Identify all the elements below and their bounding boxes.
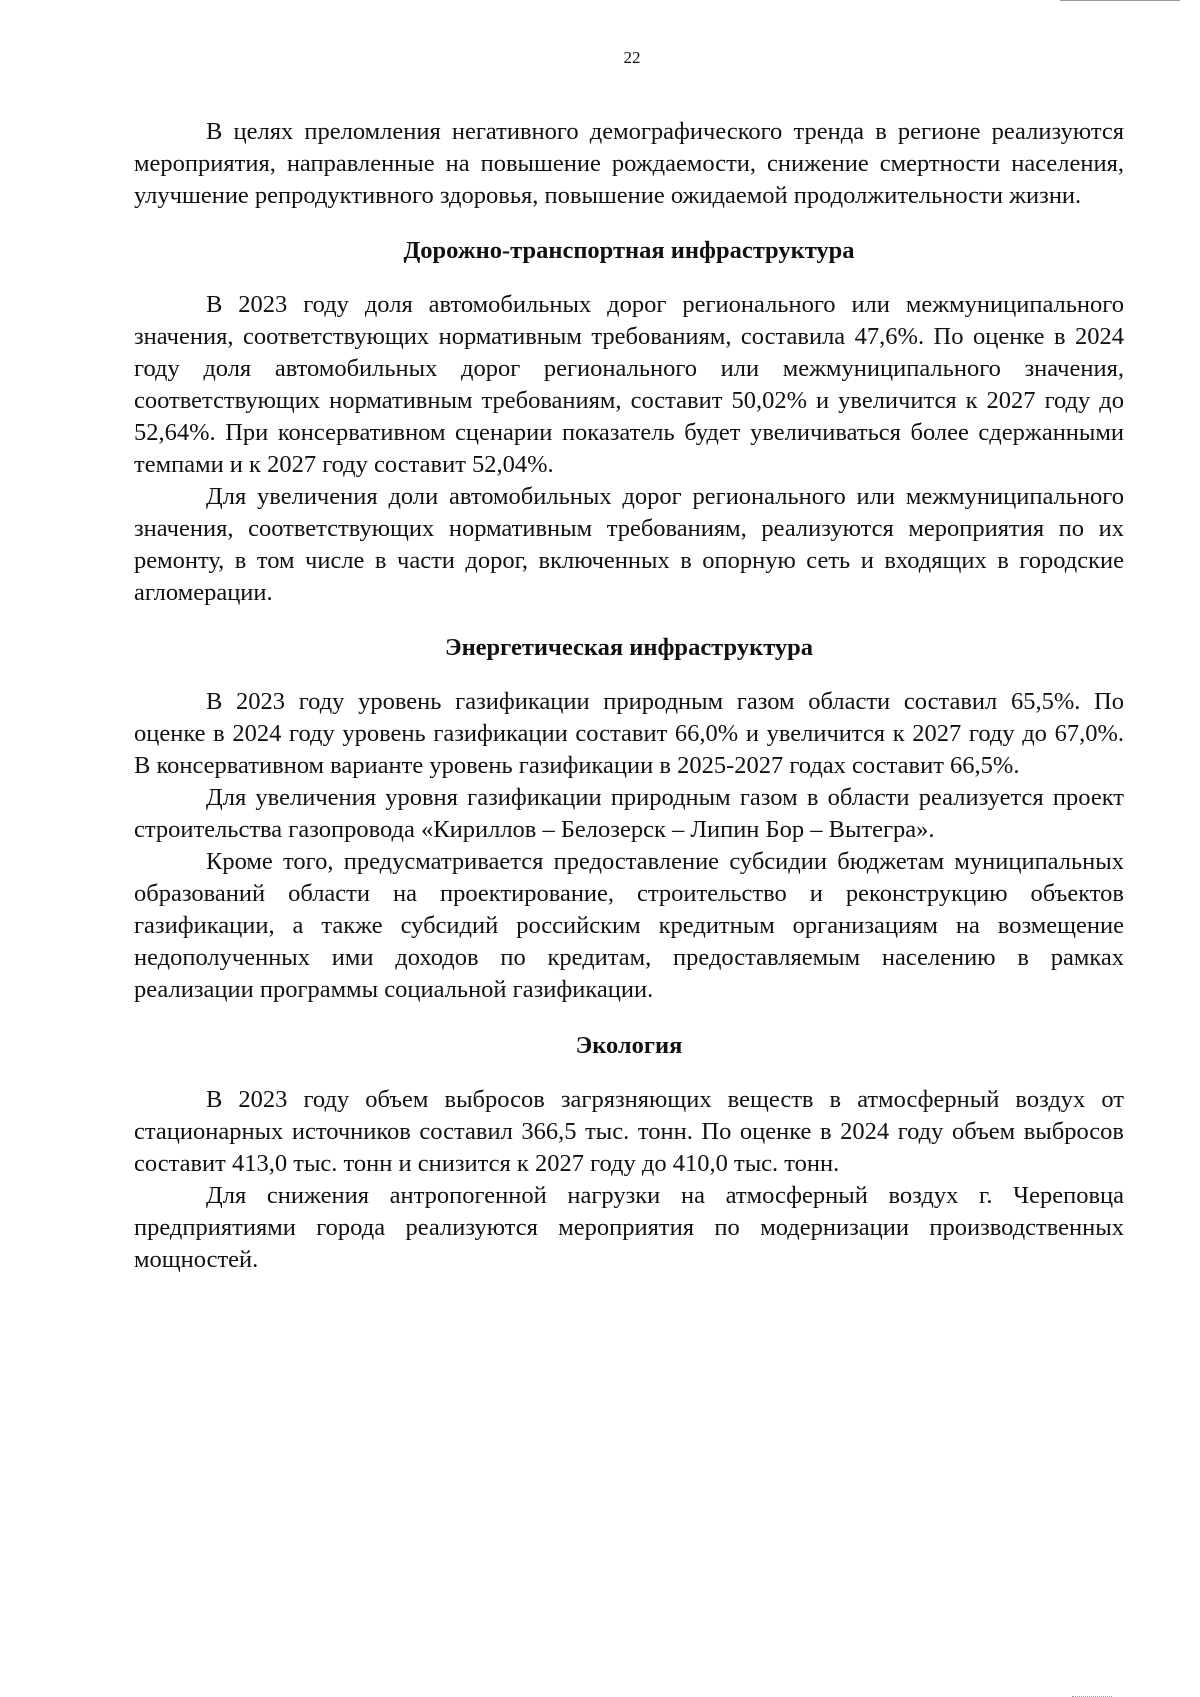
section-heading-energy-infrastructure: Энергетическая инфраструктура — [444, 634, 814, 661]
road-paragraph-1: В 2023 году доля автомобильных дорог регионального или межмуниципального значения, соответствующих нормативным требованиям, составила 47,6%. По оценке в 2024 году доля автомобильных дорог регионального или межмуниципального значения, соответствующих нормативным требованиям, составит 50,02% и увеличится к 2027 году до 52,64%. При консервативном сценарии показатель будет увеличиваться более сдержанными темпами и к 2027 году составит 52,04%. — [134, 291, 1124, 478]
section-heading-road-infrastructure: Дорожно-транспортная инфраструктура — [403, 237, 855, 264]
energy-paragraph-1: В 2023 году уровень газификации природным газом области составил 65,5%. По оценке в 2024 году уровень газификации составит 66,0% и увеличится к 2027 году до 67,0%. В консервативном варианте уровень газификации в 2025-2027 годах составит 66,5%. — [134, 688, 1124, 779]
document-body — [134, 116, 1124, 1276]
intro-paragraph: В целях преломления негативного демографического тренда в регионе реализуются мероприятия, направленные на повышение рождаемости, снижение смертности населения, улучшение репродуктивного здоровья, повышение ожидаемой продолжительности жизни. — [134, 118, 1124, 209]
section-heading-ecology: Экология — [575, 1032, 683, 1059]
scan-edge-mark-top — [1060, 0, 1180, 7]
page-number: 22 — [623, 48, 641, 67]
ecology-paragraph-2: Для снижения антропогенной нагрузки на атмосферный воздух г. Череповца предприятиями города реализуются мероприятия по модернизации производственных мощностей. — [134, 1182, 1124, 1273]
energy-paragraph-3: Кроме того, предусматривается предоставление субсидии бюджетам муниципальных образований области на проектирование, строительство и реконструкцию объектов газификации, а также субсидий российским кредитным организациям на возмещение недополученных ими доходов по кредитам, предоставляемым населению в рамках реализации программы социальной газификации. — [134, 848, 1124, 1003]
road-paragraph-2: Для увеличения доли автомобильных дорог регионального или межмуниципального значения, соответствующих нормативным требованиям, реализуются мероприятия по их ремонту, в том числе в части дорог, включенных в опорную сеть и входящих в городские агломерации. — [134, 483, 1124, 606]
ecology-paragraph-1: В 2023 году объем выбросов загрязняющих веществ в атмосферный воздух от стационарных источников составил 366,5 тыс. тонн. По оценке в 2024 году объем выбросов составит 413,0 тыс. тонн и снизится к 2027 году до 410,0 тыс. тонн. — [134, 1086, 1124, 1177]
energy-paragraph-2: Для увеличения уровня газификации природным газом в области реализуется проект строительства газопровода «Кириллов – Белозерск – Липин Бор – Вытегра». — [134, 784, 1124, 843]
scan-edge-mark-bottom — [1072, 1692, 1112, 1697]
